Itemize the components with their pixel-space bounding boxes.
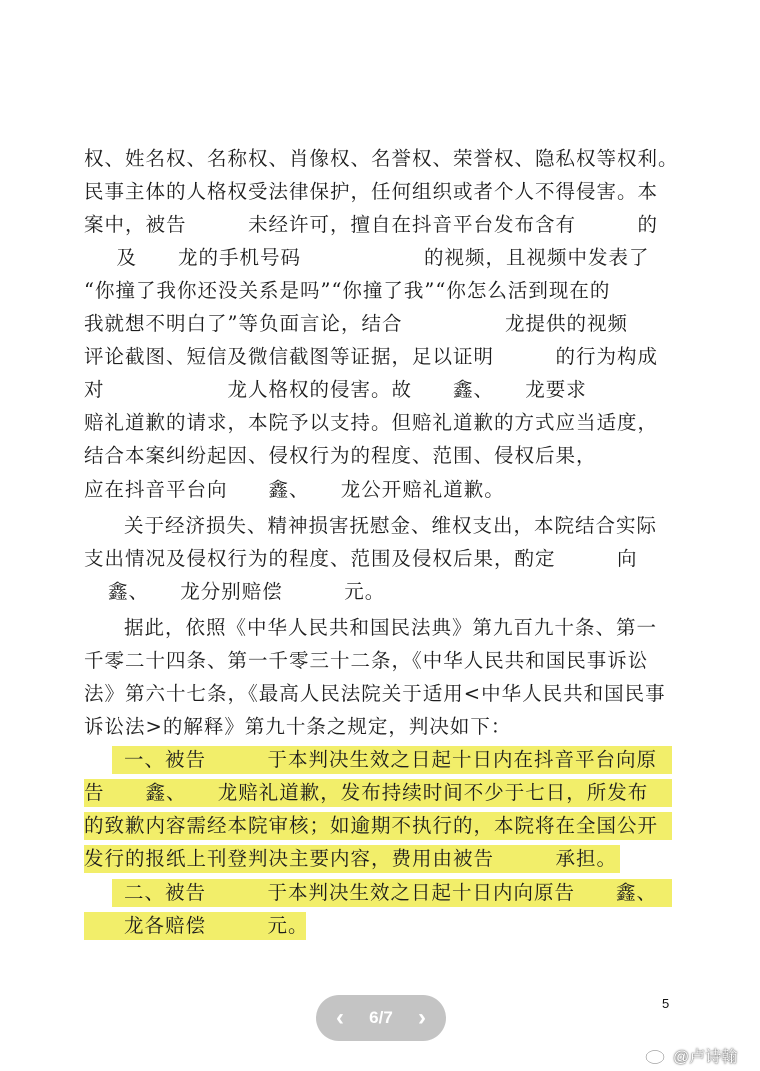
text-line: 权、姓名权、名称权、肖像权、名誉权、荣誉权、隐私权等权利。 xyxy=(84,147,679,170)
watermark-handle: @卢诗翰 xyxy=(673,1048,738,1066)
prev-page-button[interactable]: ‹ xyxy=(336,1004,344,1031)
text-line: 案中，被告 未经许可，擅自在抖音平台发布含有 的 xyxy=(84,213,659,236)
text-line: 应在抖音平台向 鑫、 龙公开赔礼道歉。 xyxy=(84,478,505,501)
text-line: 对 龙人格权的侵害。故 鑫、 龙要求 xyxy=(84,378,587,401)
text-line: 一、被告 于本判决生效之日起十日内在抖音平台向原 xyxy=(124,748,658,771)
next-page-button[interactable]: › xyxy=(417,1004,426,1031)
weibo-icon xyxy=(645,1045,669,1065)
text-line: 支出情况及侵权行为的程度、范围及侵权后果，酌定 向 xyxy=(84,547,638,570)
text-line: 结合本案纠纷起因、侵权行为的程度、范围、侵权后果， xyxy=(84,444,597,467)
text-line: 二、被告 于本判决生效之日起十日内向原告 鑫、 xyxy=(124,881,658,904)
text-line: 发行的报纸上刊登判决主要内容，费用由被告 承担。 xyxy=(84,847,618,870)
text-line: 据此，依照《中华人民共和国民法典》第九百九十条、第一 xyxy=(124,616,658,639)
page-number: 5 xyxy=(662,996,670,1011)
text-line: 诉讼法>的解释》第九十条之规定，判决如下： xyxy=(84,715,512,738)
text-line: 龙各赔偿 元。 xyxy=(124,914,309,937)
text-line: 鑫、 龙分别赔偿 元。 xyxy=(108,580,386,603)
page-pager xyxy=(316,995,446,1041)
text-line: 关于经济损失、精神损害抚慰金、维权支出，本院结合实际 xyxy=(124,514,658,537)
page-indicator: 6/7 xyxy=(369,1008,393,1027)
text-line: 的致歉内容需经本院审核；如逾期不执行的，本院将在全国公开 xyxy=(84,814,659,837)
text-line: 赔礼道歉的请求，本院予以支持。但赔礼道歉的方式应当适度， xyxy=(84,411,659,434)
text-line: 我就想不明白了”等负面言论，结合 龙提供的视频 xyxy=(84,312,628,335)
text-line: 法》第六十七条，《最高人民法院关于适用<中华人民共和国民事 xyxy=(84,682,666,705)
text-line: 民事主体的人格权受法律保护，任何组织或者个人不得侵害。本 xyxy=(84,180,659,203)
watermark xyxy=(645,1042,760,1068)
text-line: 评论截图、短信及微信截图等证据，足以证明 的行为构成 xyxy=(84,345,659,368)
text-line: 千零二十四条、第一千零三十二条，《中华人民共和国民事诉讼 xyxy=(84,649,649,672)
text-line: “你撞了我你还没关系是吗”“你撞了我”“你怎么活到现在的 xyxy=(84,279,611,302)
text-line: 及 龙的手机号码 的视频，且视频中发表了 xyxy=(96,246,650,269)
text-line: 告 鑫、 龙赔礼道歉，发布持续时间不少于七日，所发布 xyxy=(84,781,649,804)
